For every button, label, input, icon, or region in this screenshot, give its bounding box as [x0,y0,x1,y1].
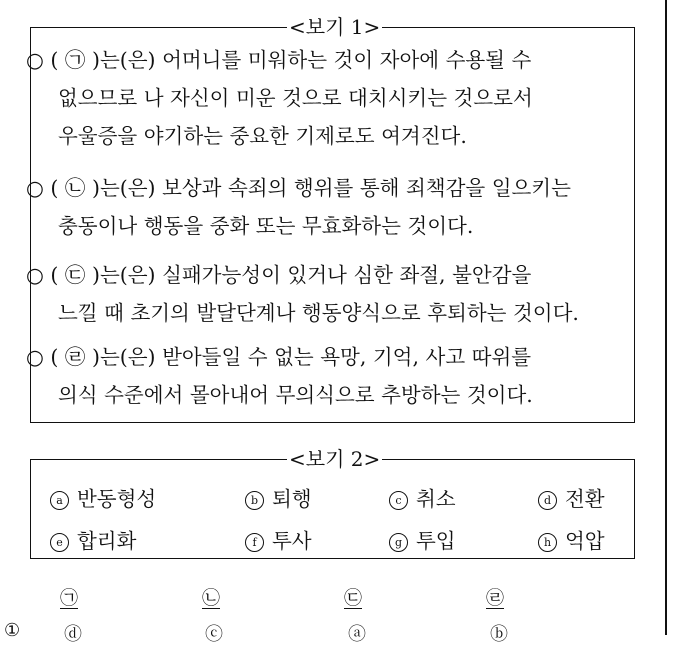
choice-1-value-4: ⓑ [490,624,508,645]
answer-header-1: ㉠ [60,588,78,609]
example-item-1 [26,41,606,155]
option-g-label: 투입 [416,529,456,553]
answer-header-2: ㉡ [202,588,220,609]
example-item-3 [26,256,606,332]
item-3-line-1: ○ ( ㉢ )는(은) 실패가능성이 있거나 심한 좌절, 불안감을 [26,263,532,287]
bullet-circle: ○ [26,48,44,72]
choice-1-value-3: ⓐ [348,624,366,645]
example-item-4 [26,338,606,414]
item-3-line-2: 느낄 때 초기의 발달단계나 행동양식으로 후퇴하는 것이다. [58,301,579,325]
option-d [538,482,605,512]
example-box-1-title: <보기 1> [289,15,381,39]
column-divider [665,0,667,635]
option-a-label: 반동형성 [77,487,157,511]
option-b [245,482,312,512]
option-c-label: 취소 [416,487,456,511]
example-item-2 [26,169,606,245]
bullet-circle: ○ [26,263,44,287]
item-4-line-2: 의식 수준에서 몰아내어 무의식으로 추방하는 것이다. [58,383,533,407]
option-g [389,524,456,554]
option-f-mark: f [245,533,264,552]
item-1-line-3: 우울증을 야기하는 중요한 기제로도 여겨진다. [58,124,467,148]
choice-1-value-1: ⓓ [64,624,82,645]
option-e-label: 합리화 [77,529,137,553]
option-e [50,524,136,554]
option-f-label: 투사 [272,529,312,553]
item-2-line-1: ○ ( ㉡ )는(은) 보상과 속죄의 행위를 통해 죄책감을 일으키는 [26,176,571,200]
option-d-mark: d [538,491,557,510]
option-e-mark: e [50,533,69,552]
option-h [538,524,605,554]
option-a [50,482,156,512]
item-2-line-2: 충동이나 행동을 중화 또는 무효화하는 것이다. [58,214,474,238]
answer-header-4: ㉣ [486,588,504,609]
option-h-label: 억압 [565,529,605,553]
option-h-mark: h [538,533,557,552]
option-b-mark: b [245,491,264,510]
bullet-circle: ○ [26,176,44,200]
bullet-circle: ○ [26,345,44,369]
item-1-line-1: ○ ( ㉠ )는(은) 어머니를 미워하는 것이 자아에 수용될 수 [26,48,532,72]
choice-1-number[interactable]: ① [4,620,21,641]
option-f [245,524,312,554]
example-box-2-title: <보기 2> [289,447,381,471]
option-b-label: 퇴행 [272,487,312,511]
option-d-label: 전환 [565,487,605,511]
option-a-mark: a [50,491,69,510]
option-c [389,482,456,512]
choice-1-value-2: ⓒ [205,624,223,645]
item-1-line-2: 없으므로 나 자신이 미운 것으로 대치시키는 것으로서 [58,86,533,110]
answer-header-3: ㉢ [344,588,362,609]
item-4-line-1: ○ ( ㉣ )는(은) 받아들일 수 없는 욕망, 기억, 사고 따위를 [26,345,532,369]
option-g-mark: g [389,533,408,552]
option-c-mark: c [389,491,408,510]
